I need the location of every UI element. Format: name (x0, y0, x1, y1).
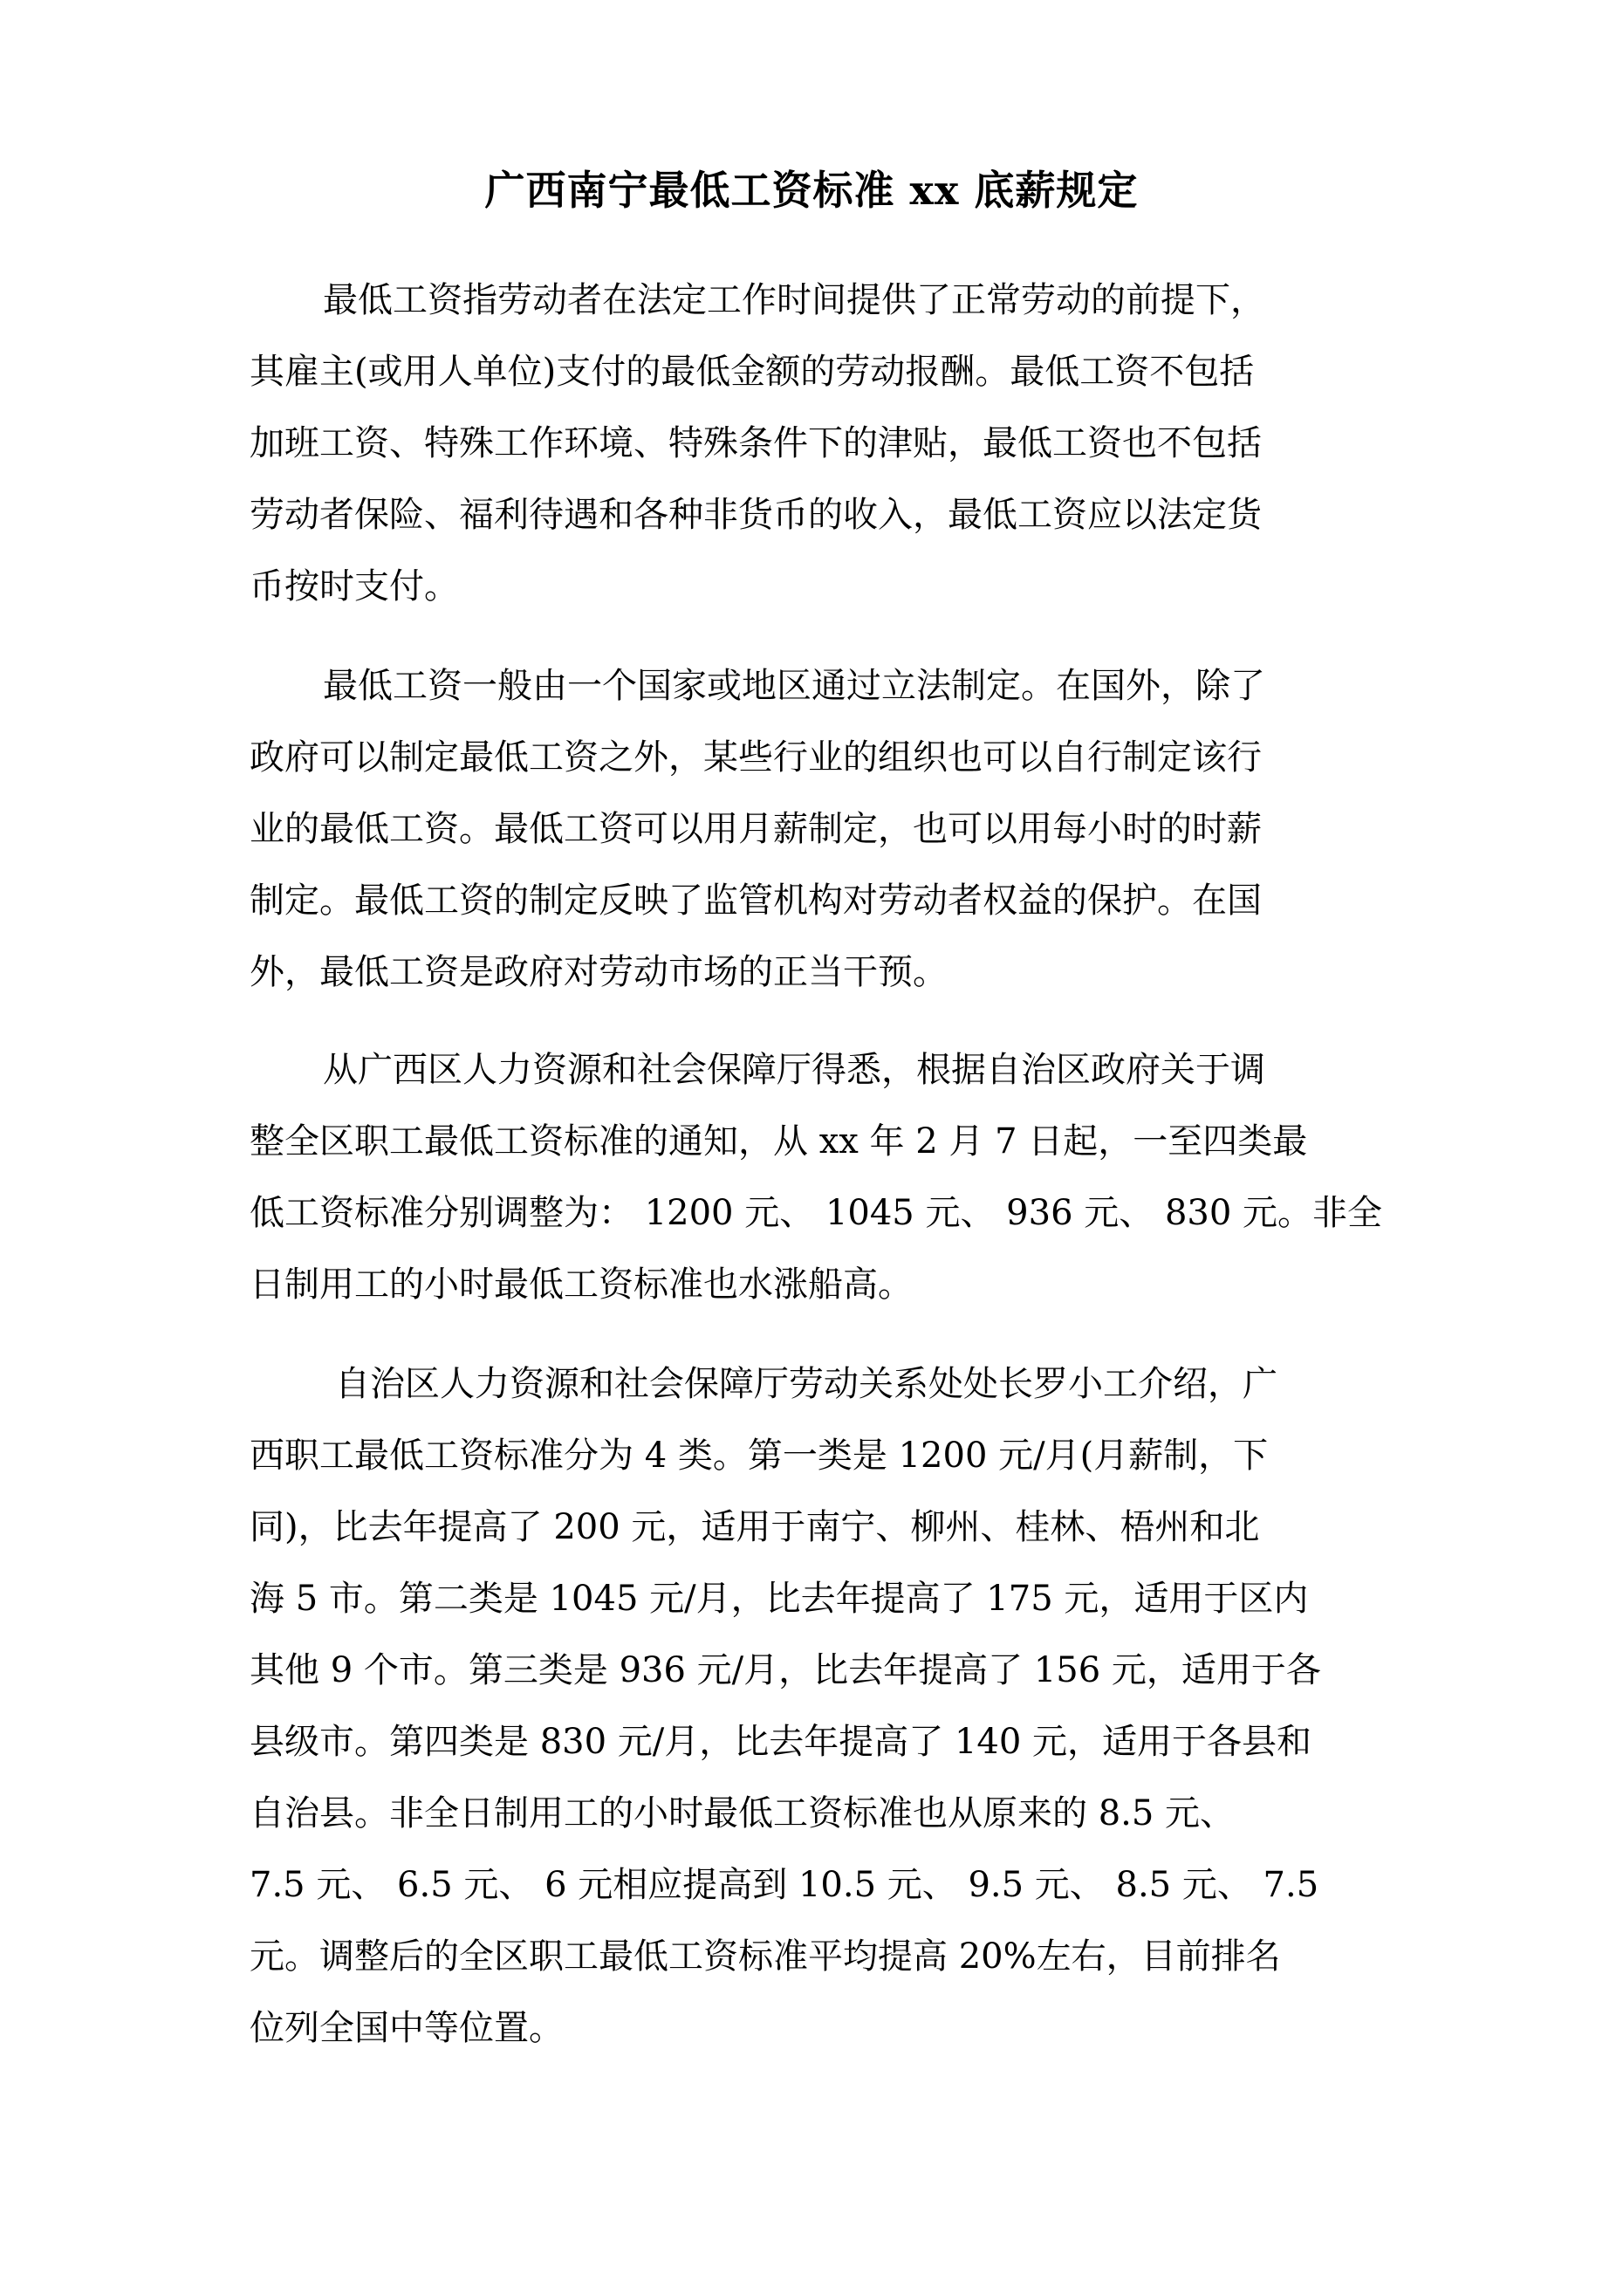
paragraph-line: 海 5 市。第二类是 1045 元/月，比去年提高了 175 元，适用于区内 (250, 1579, 1309, 1619)
paragraph-line: 其雇主(或用人单位)支付的最低金额的劳动报酬。最低工资不包括 (250, 352, 1255, 392)
paragraph-line: 元。调整后的全区职工最低工资标准平均提高 20%左右，目前排名 (250, 1936, 1281, 1977)
paragraph-line: 同)，比去年提高了 200 元，适用于南宁、柳州、桂林、梧州和北 (250, 1507, 1260, 1547)
paragraph-line: 县级市。第四类是 830 元/月，比去年提高了 140 元，适用于各县和 (250, 1722, 1312, 1762)
paragraph-line: 加班工资、特殊工作环境、特殊条件下的津贴，最低工资也不包括 (250, 423, 1262, 463)
paragraph-line: 西职工最低工资标准分为 4 类。第一类是 1200 元/月(月薪制，下 (250, 1436, 1269, 1476)
paragraph-line: 业的最低工资。最低工资可以用月薪制定，也可以用每小时的时薪 (250, 809, 1262, 849)
document-title: 广西南宁最低工资标准 xx 底薪规定 (484, 167, 1139, 214)
paragraph-line: 币按时支付。 (250, 566, 459, 607)
paragraph-line: 自治县。非全日制用工的小时最低工资标准也从原来的 8.5 元、 (250, 1793, 1236, 1833)
paragraph-line: 外，最低工资是政府对劳动市场的正当干预。 (250, 952, 948, 992)
paragraph-line: 最低工资指劳动者在法定工作时间提供了正常劳动的前提下， (323, 280, 1265, 320)
paragraph-line: 低工资标准分别调整为： 1200 元、 1045 元、 936 元、 830 元。非全 (250, 1193, 1383, 1233)
paragraph-line: 劳动者保险、福利待遇和各种非货币的收入，最低工资应以法定货 (250, 495, 1262, 535)
paragraph-line: 从广西区人力资源和社会保障厅得悉，根据自治区政府关于调 (323, 1050, 1265, 1090)
paragraph-line: 整全区职工最低工资标准的通知，从 xx 年 2 月 7 日起，一至四类最 (250, 1121, 1308, 1162)
paragraph-line: 其他 9 个市。第三类是 936 元/月，比去年提高了 156 元，适用于各 (250, 1650, 1321, 1690)
paragraph-line: 自治区人力资源和社会保障厅劳动关系处处长罗小工介绍，广 (335, 1364, 1277, 1404)
paragraph-line: 政府可以制定最低工资之外，某些行业的组织也可以自行制定该行 (250, 737, 1262, 778)
paragraph-line: 位列全国中等位置。 (250, 2008, 564, 2048)
paragraph-line: 日制用工的小时最低工资标准也水涨船高。 (250, 1265, 913, 1305)
paragraph-line: 7.5 元、 6.5 元、 6 元相应提高到 10.5 元、 9.5 元、 8.5 元、 7.5 (250, 1865, 1319, 1905)
paragraph-line: 制定。最低工资的制定反映了监管机构对劳动者权益的保护。在国 (250, 881, 1262, 921)
paragraph-line: 最低工资一般由一个国家或地区通过立法制定。在国外，除了 (323, 666, 1265, 706)
